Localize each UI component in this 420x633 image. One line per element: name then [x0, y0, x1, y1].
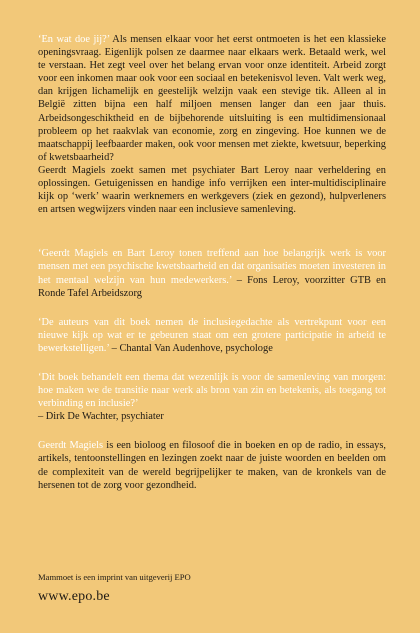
quote-text: ‘De auteurs van dit boek nemen de inclusiegedachte als vertrekpunt voor een nieuwe kijk op wat er te gebeuren staat om een grotere participatie in arbeid te bewerkstelligen.’ — [38, 316, 386, 354]
author-bio-text: is een bioloog en filosoof die in boeken en op de radio, in essays, artikels, tentoonstellingen en lezingen zoekt naar de juiste woorden en beelden om de complexiteit van de wereld begrijpelijker te maken, van de kronkels van de hersenen tot de zorg voor gezondheid. — [38, 440, 387, 491]
intro-text: Als mensen elkaar voor het eerst ontmoeten is het een klassieke openingsvraag. Eigenlijk polsen ze daarmee naar elkaars werk. Betaald werk, wel te verstaan. Het zegt veel over het belang ervan voor onze identiteit. Arbeid zorgt voor een inkomen maar ook voor een sociaal en betekenisvol leven. Valt werk weg, dan krijgen lichamelijk en geestelijk welzijn vaak een stevige tik. Alleen al in België zitten bijna een half miljoen mensen langer dan een jaar thuis. Arbeidsongeschiktheid en de bijbehorende uitsluiting is een multidimensionaal probleem op het raakvlak van economie, zorg en zingeving. Hoe kunnen we de maatschappij leefbaarder maken, ook voor mensen met ziekte, kwetsuur, beperking of kwetsbaarheid? — [38, 34, 386, 163]
quote-author: – Fons Leroy, voorzitter GTB en Ronde Tafel Arbeidszorg — [38, 274, 386, 299]
author-name: Geerdt Magiels — [38, 440, 104, 452]
quote-text: ‘Geerdt Magiels en Bart Leroy tonen treffend aan hoe belangrijk werk is voor mensen met een psychische kwetsbaarheid en dat organisaties moeten investeren in het mentaal welzijn van hun medewerkers.’ — [38, 248, 386, 286]
imprint-line: Mammoet is een imprint van uitgeverij EPO — [38, 572, 191, 582]
intro-lead: ‘En wat doe jij?’ — [38, 34, 110, 45]
intro-paragraph — [38, 33, 386, 164]
author-bio — [38, 439, 386, 491]
publisher-website[interactable]: www.epo.be — [38, 589, 110, 604]
quote-text: ‘Dit boek behandelt een thema dat wezenlijk is voor de samenleving van morgen: hoe maken we de transitie naar werk als bron van zin en betekenis, als toegang tot verbinding en inclusie?’ — [38, 371, 386, 410]
quote-author: – Dirk De Wachter, psychiater — [38, 411, 164, 423]
quote-author: – Chantal Van Audenhove, psychologe — [109, 342, 273, 354]
intro-paragraph-2: Geerdt Magiels zoekt samen met psychiater Bart Leroy naar verheldering en oplossingen. Getuigenissen en handige info verrijken een inter-multidisciplinaire kijk op ‘werk’ waarin werknemers en werkgevers (ziek en gezond), hulpverleners en artsen wegwijzers vinden naar een inclusieve samenleving. — [38, 164, 386, 216]
quote-1 — [38, 247, 386, 299]
quote-3 — [38, 371, 386, 423]
quote-2 — [38, 316, 386, 355]
